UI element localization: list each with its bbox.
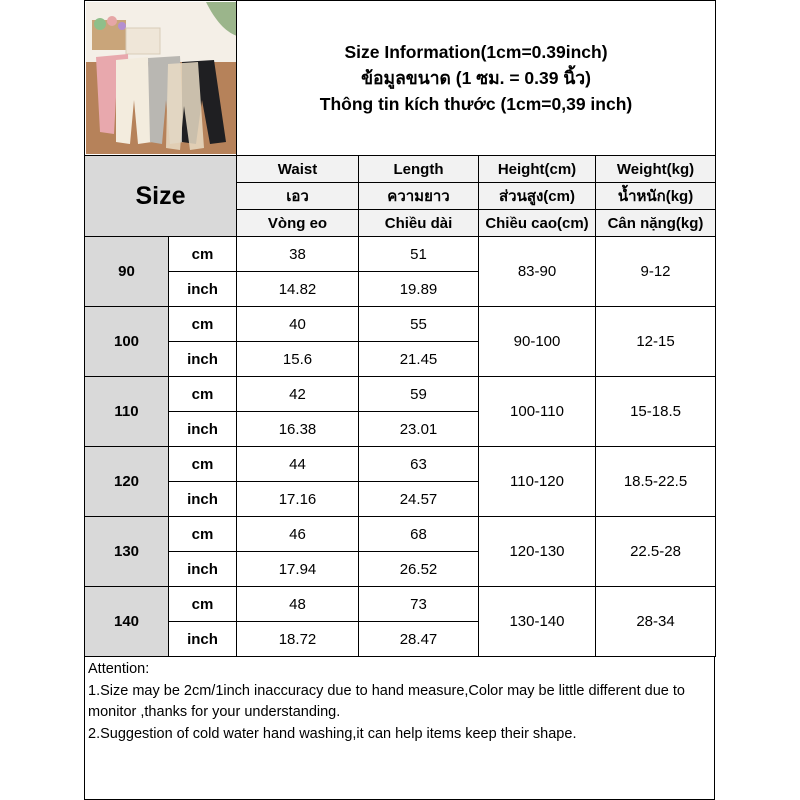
column-header-weight-en: Weight(kg): [596, 156, 716, 183]
title-vietnamese: Thông tin kích thước (1cm=0,39 inch): [319, 94, 633, 114]
table-row: [85, 377, 716, 412]
table-row: [85, 237, 716, 272]
weight-range-value: 12-15: [596, 307, 716, 377]
weight-range-value: 9-12: [596, 237, 716, 307]
attention-notes: [84, 657, 715, 800]
unit-inch-label: inch: [169, 412, 237, 447]
height-range-value: 90-100: [479, 307, 596, 377]
size-value: 110: [85, 377, 169, 447]
size-value: 130: [85, 517, 169, 587]
waist-cm-value: 46: [237, 517, 359, 552]
weight-range-value: 22.5-28: [596, 517, 716, 587]
height-range-value: 130-140: [479, 587, 596, 657]
length-cm-value: 68: [359, 517, 479, 552]
size-value: 90: [85, 237, 169, 307]
weight-range-value: 18.5-22.5: [596, 447, 716, 517]
column-header-length-vi: Chiều dài: [359, 210, 479, 237]
unit-inch-label: inch: [169, 272, 237, 307]
notes-heading: Attention:: [88, 661, 150, 677]
unit-cm-label: cm: [169, 307, 237, 342]
waist-inch-value: 16.38: [237, 412, 359, 447]
length-inch-value: 26.52: [359, 552, 479, 587]
waist-inch-value: 17.16: [237, 482, 359, 517]
column-header-height-th: ส่วนสูง(cm): [479, 183, 596, 210]
column-header-waist-en: Waist: [237, 156, 359, 183]
weight-range-value: 15-18.5: [596, 377, 716, 447]
notes-line-2: 2.Suggestion of cold water hand washing,it can help items keep their shape.: [88, 725, 577, 742]
length-inch-value: 28.47: [359, 622, 479, 657]
column-header-height-vi: Chiều cao(cm): [479, 210, 596, 237]
unit-cm-label: cm: [169, 447, 237, 482]
unit-inch-label: inch: [169, 342, 237, 377]
length-cm-value: 63: [359, 447, 479, 482]
waist-cm-value: 42: [237, 377, 359, 412]
unit-inch-label: inch: [169, 622, 237, 657]
waist-cm-value: 38: [237, 237, 359, 272]
product-photo: [86, 2, 237, 154]
waist-cm-value: 44: [237, 447, 359, 482]
waist-inch-value: 14.82: [237, 272, 359, 307]
column-header-waist-vi: Vòng eo: [237, 210, 359, 237]
title-thai: ข้อมูลขนาด (1 ซม. = 0.39 นิ้ว): [361, 68, 591, 88]
size-value: 140: [85, 587, 169, 657]
size-value: 100: [85, 307, 169, 377]
unit-inch-label: inch: [169, 552, 237, 587]
unit-cm-label: cm: [169, 587, 237, 622]
waist-inch-value: 17.94: [237, 552, 359, 587]
height-range-value: 110-120: [479, 447, 596, 517]
waist-inch-value: 15.6: [237, 342, 359, 377]
product-photo-cell: [85, 1, 237, 156]
length-inch-value: 21.45: [359, 342, 479, 377]
waist-cm-value: 48: [237, 587, 359, 622]
unit-inch-label: inch: [169, 482, 237, 517]
height-range-value: 120-130: [479, 517, 596, 587]
size-value: 120: [85, 447, 169, 517]
column-header-weight-vi: Cân nặng(kg): [596, 210, 716, 237]
unit-cm-label: cm: [169, 517, 237, 552]
column-header-weight-th: น้ำหนัก(kg): [596, 183, 716, 210]
length-cm-value: 51: [359, 237, 479, 272]
length-inch-value: 24.57: [359, 482, 479, 517]
size-information-title: [237, 1, 716, 156]
children-flared-pants-image: [86, 2, 237, 154]
length-inch-value: 23.01: [359, 412, 479, 447]
weight-range-value: 28-34: [596, 587, 716, 657]
unit-cm-label: cm: [169, 377, 237, 412]
column-header-height-en: Height(cm): [479, 156, 596, 183]
length-cm-value: 55: [359, 307, 479, 342]
length-cm-value: 73: [359, 587, 479, 622]
size-header: Size: [85, 156, 237, 237]
waist-cm-value: 40: [237, 307, 359, 342]
length-inch-value: 19.89: [359, 272, 479, 307]
table-row: [85, 517, 716, 552]
column-header-length-en: Length: [359, 156, 479, 183]
height-range-value: 83-90: [479, 237, 596, 307]
size-chart-table: [84, 0, 716, 657]
notes-line-1: 1.Size may be 2cm/1inch inaccuracy due to hand measure,Color may be little different due to monitor ,thanks for your understanding.: [88, 682, 685, 720]
table-row: [85, 587, 716, 622]
column-header-length-th: ความยาว: [359, 183, 479, 210]
title-english: Size Information(1cm=0.39inch): [344, 42, 608, 62]
table-row: [85, 307, 716, 342]
unit-cm-label: cm: [169, 237, 237, 272]
table-row: [85, 447, 716, 482]
height-range-value: 100-110: [479, 377, 596, 447]
length-cm-value: 59: [359, 377, 479, 412]
column-header-waist-th: เอว: [237, 183, 359, 210]
waist-inch-value: 18.72: [237, 622, 359, 657]
